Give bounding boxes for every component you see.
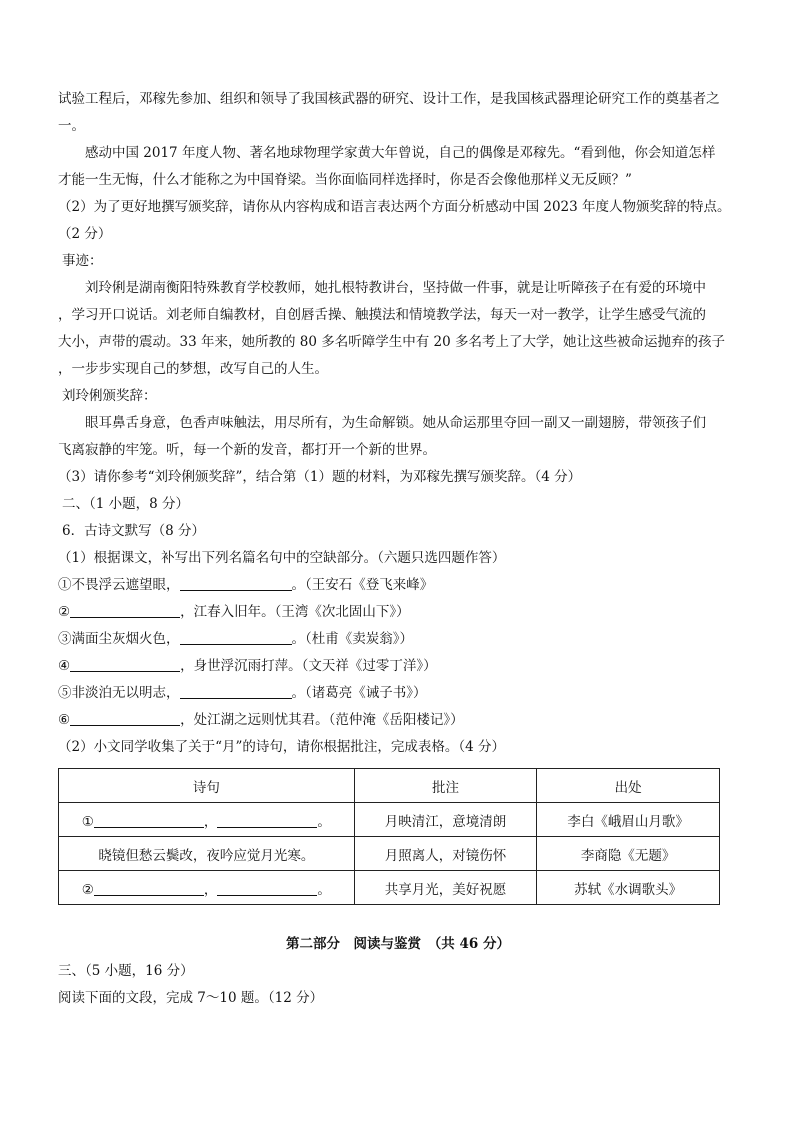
q2-line-2: （2 分） (58, 226, 112, 242)
fill-num: ② (58, 604, 71, 620)
fill-item-1 (58, 572, 738, 599)
question-6-2: （2）小文同学收集了关于“月”的诗句，请你根据批注，完成表格。（4 分） (58, 739, 506, 755)
deeds-line-4: ，一步步实现自己的梦想，改写自己的人生。 (58, 361, 328, 377)
deeds-line-3: 大小，声带的震动。33 年来，她所教的 80 多名听障学生中有 20 多名考上了大学，她让这些被命运抛弃的孩子 (58, 334, 725, 350)
fill-num: ⑥ (58, 712, 71, 728)
table-row (59, 803, 720, 837)
deeds-line-1: 刘玲俐是湖南衡阳特殊教育学校教师，她扎根特教讲台，坚持做一件事，就是让听障孩子在有爱的环境中 (85, 280, 706, 296)
fill-after: 。（诸葛亮《诫子书》） (291, 685, 427, 701)
fill-item-5 (58, 680, 738, 707)
poem-sep: ， (203, 881, 218, 898)
intro-line-1: 试验工程后，邓稼先参加、组织和领导了我国核武器的研究、设计工作，是我国核武器理论研究工作的奠基者之 (58, 91, 720, 107)
answer-blank[interactable] (70, 711, 180, 726)
huang-line-1: 感动中国 2017 年度人物、著名地球物理学家黄大年曾说，自己的偶像是邓稼先。“看到他，你会知道怎样 (85, 145, 716, 161)
fill-item-2 (58, 599, 738, 626)
table-row (59, 837, 720, 871)
deeds-label: 事迹： (62, 253, 103, 269)
exam-page (58, 86, 738, 1012)
award-section (58, 383, 738, 464)
answer-blank[interactable] (180, 630, 292, 645)
question-3: （3）请你参考“刘玲俐颁奖辞”，结合第（1）题的材料，为邓稼先撰写颁奖辞。（4 分） (58, 469, 582, 485)
table-header-row (59, 769, 720, 803)
poem-num: ① (81, 813, 94, 830)
section-3-heading: 三、（5 小题，16 分） (58, 963, 194, 979)
huang-line-2: 才能一生无悔，什么才能称之为中国脊梁。当你面临同样选择时，你是否会像他那样义无反顾？” (58, 172, 632, 188)
deeds-line-2: ，学习开口说话。刘老师自编教材，自创唇舌操、触摸法和情境教学法，每天一对一教学，让学生感受气流的 (58, 307, 706, 323)
reading-instructions: 阅读下面的文段，完成 7～10 题。（12 分） (58, 990, 324, 1006)
poem-cell (59, 871, 355, 905)
fill-in-list (58, 572, 738, 734)
fill-item-3 (58, 626, 738, 653)
answer-blank[interactable] (180, 684, 292, 699)
huang-paragraph (58, 140, 738, 194)
intro-paragraph (58, 86, 738, 140)
note-cell: 月映清江，意境清朗 (354, 803, 537, 837)
deeds-section (58, 248, 738, 383)
answer-blank[interactable] (94, 881, 204, 896)
header-note: 批注 (354, 769, 537, 803)
answer-blank[interactable] (217, 881, 317, 896)
award-line-1: 眼耳鼻舌身意，色香声味触法，用尽所有，为生命解锁。她从命运那里夺回一副又一副翅膀，带领孩子们 (85, 415, 706, 431)
intro-line-2: 一。 (58, 118, 85, 134)
fill-after: 。（杜甫《卖炭翁》） (291, 631, 413, 647)
answer-blank[interactable] (70, 603, 180, 618)
fill-num: ④ (58, 658, 71, 674)
award-line-2: 飞离寂静的牢笼。听，每一个新的发音，都打开一个新的世界。 (58, 442, 436, 458)
fill-item-4 (58, 653, 738, 680)
poem-end: 。 (317, 813, 331, 830)
source-cell: 李商隐《无题》 (537, 837, 720, 871)
poem-cell: 晓镜但愁云鬓改，夜吟应觉月光寒。 (59, 837, 355, 871)
fill-item-6 (58, 707, 738, 734)
fill-num: ① (58, 577, 72, 593)
answer-blank[interactable] (70, 657, 180, 672)
fill-after: ，处江湖之远则忧其君。（范仲淹《岳阳楼记》） (180, 712, 464, 728)
answer-blank[interactable] (94, 813, 204, 828)
answer-blank[interactable] (217, 813, 317, 828)
fill-after: 。（王安石《登飞来峰》 (291, 577, 434, 593)
fill-before: 非淡泊无以明志， (71, 685, 180, 701)
question-2 (58, 194, 738, 248)
table-row (59, 871, 720, 905)
poem-sep: ， (203, 813, 218, 830)
source-cell: 李白《峨眉山月歌》 (537, 803, 720, 837)
note-cell: 月照离人，对镜伤怀 (354, 837, 537, 871)
part-2-title: 第二部分 阅读与鉴赏 （共 46 分） (286, 936, 510, 952)
award-label: 刘玲俐颁奖辞： (62, 388, 157, 404)
question-6-title: 6．古诗文默写（8 分） (62, 523, 205, 539)
fill-before: 满面尘灰烟火色， (71, 631, 180, 647)
poem-num: ② (81, 881, 94, 898)
header-poem: 诗句 (59, 769, 355, 803)
fill-num: ⑤ (58, 685, 72, 701)
source-cell: 苏轼《水调歌头》 (537, 871, 720, 905)
fill-before: 不畏浮云遮望眼， (71, 577, 180, 593)
moon-poem-table (58, 768, 720, 905)
fill-after: ，身世浮沉雨打萍。（文天祥《过零丁洋》） (180, 658, 437, 674)
poem-cell (59, 803, 355, 837)
poem-end: 。 (317, 881, 331, 898)
note-cell: 共享月光，美好祝愿 (354, 871, 537, 905)
answer-blank[interactable] (180, 576, 292, 591)
header-source: 出处 (537, 769, 720, 803)
question-6-1: （1）根据课文，补写出下列名篇名句中的空缺部分。（六题只选四题作答） (58, 550, 506, 566)
section-2-heading: 二、（1 小题，8 分） (62, 496, 190, 512)
q2-line-1: （2）为了更好地撰写颁奖辞，请你从内容构成和语言表达两个方面分析感动中国 2023 年度人物颁奖辞的特点。 (58, 199, 731, 215)
fill-num: ③ (58, 631, 72, 647)
fill-after: ，江春入旧年。（王湾《次北固山下》） (180, 604, 410, 620)
